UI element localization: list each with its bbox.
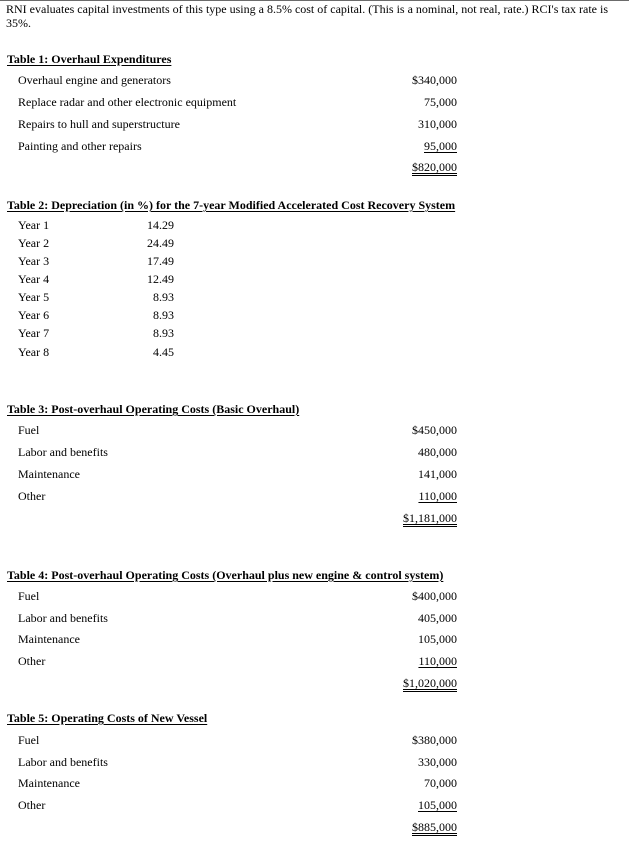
table1-row-value: 95,000 bbox=[424, 139, 457, 153]
table2-row-value: 8.93 bbox=[153, 290, 174, 304]
table3-total: $1,181,000 bbox=[403, 511, 457, 525]
table2-row-value: 24.49 bbox=[147, 236, 174, 250]
table1-row-label: Overhaul engine and generators bbox=[18, 73, 171, 87]
table1-total: $820,000 bbox=[412, 160, 457, 174]
table5-row-value: 70,000 bbox=[424, 776, 457, 790]
table1-row-label: Painting and other repairs bbox=[18, 139, 142, 153]
table2-row-label: Year 5 bbox=[18, 290, 50, 304]
table5-title: Table 5: Operating Costs of New Vessel bbox=[7, 711, 208, 725]
table2-row-value: 14.29 bbox=[147, 218, 174, 232]
table4-total: $1,020,000 bbox=[403, 676, 457, 690]
table1-row-value: 310,000 bbox=[418, 117, 457, 131]
table2-row-label: Year 3 bbox=[18, 254, 50, 268]
table3-row-value: 110,000 bbox=[418, 489, 457, 503]
table2-title: Table 2: Depreciation (in %) for the 7-year Modified Accelerated Cost Recovery System bbox=[7, 198, 456, 212]
intro-paragraph: RNI evaluates capital investments of this type using a 8.5% cost of capital. (This is a nominal, not real, rate.) RCI's tax rate is 35%. bbox=[6, 2, 609, 30]
table3-row-value: $450,000 bbox=[412, 423, 457, 437]
table4-title: Table 4: Post-overhaul Operating Costs (Overhaul plus new engine & control system) bbox=[7, 568, 444, 582]
table3-row-label: Other bbox=[18, 489, 46, 503]
table5-row-label: Labor and benefits bbox=[18, 755, 108, 769]
table1-title: Table 1: Overhaul Expenditures bbox=[7, 52, 172, 66]
table1-row-value: $340,000 bbox=[412, 73, 457, 87]
table3-row-value: 480,000 bbox=[418, 445, 457, 459]
table2-row-value: 8.93 bbox=[153, 326, 174, 340]
table1-row-label: Repairs to hull and superstructure bbox=[18, 117, 180, 131]
table4-row-label: Maintenance bbox=[18, 632, 80, 646]
table4-row-label: Labor and benefits bbox=[18, 611, 108, 625]
table4-row-value: 105,000 bbox=[418, 632, 457, 646]
table4-row-value: 110,000 bbox=[418, 654, 457, 668]
table2-row-value: 12.49 bbox=[147, 272, 174, 286]
table5-row-value: 105,000 bbox=[418, 798, 457, 812]
table4-row-value: 405,000 bbox=[418, 611, 457, 625]
table5-total: $885,000 bbox=[412, 820, 457, 834]
table4-row-label: Fuel bbox=[18, 589, 40, 603]
table5-row-label: Fuel bbox=[18, 733, 40, 747]
table2-row-label: Year 8 bbox=[18, 345, 50, 359]
table2-row-label: Year 6 bbox=[18, 308, 50, 322]
table5-row-value: $380,000 bbox=[412, 733, 457, 747]
table3-row-label: Labor and benefits bbox=[18, 445, 108, 459]
table2-row-label: Year 4 bbox=[18, 272, 50, 286]
table3-title: Table 3: Post-overhaul Operating Costs (Basic Overhaul) bbox=[7, 402, 300, 416]
table3-row-value: 141,000 bbox=[418, 467, 457, 481]
table5-row-label: Other bbox=[18, 798, 46, 812]
table5-row-value: 330,000 bbox=[418, 755, 457, 769]
table2-row-value: 4.45 bbox=[153, 345, 174, 359]
table1-row-label: Replace radar and other electronic equipment bbox=[18, 95, 237, 109]
table3-row-label: Fuel bbox=[18, 423, 40, 437]
table2-row-label: Year 7 bbox=[18, 326, 50, 340]
page-top-rule bbox=[0, 0, 629, 1]
table2-row-label: Year 2 bbox=[18, 236, 50, 250]
table3-row-label: Maintenance bbox=[18, 467, 80, 481]
table1-row-value: 75,000 bbox=[424, 95, 457, 109]
table4-row-label: Other bbox=[18, 654, 46, 668]
table2-row-value: 17.49 bbox=[147, 254, 174, 268]
table5-row-label: Maintenance bbox=[18, 776, 80, 790]
table2-row-value: 8.93 bbox=[153, 308, 174, 322]
table4-row-value: $400,000 bbox=[412, 589, 457, 603]
table2-row-label: Year 1 bbox=[18, 218, 50, 232]
